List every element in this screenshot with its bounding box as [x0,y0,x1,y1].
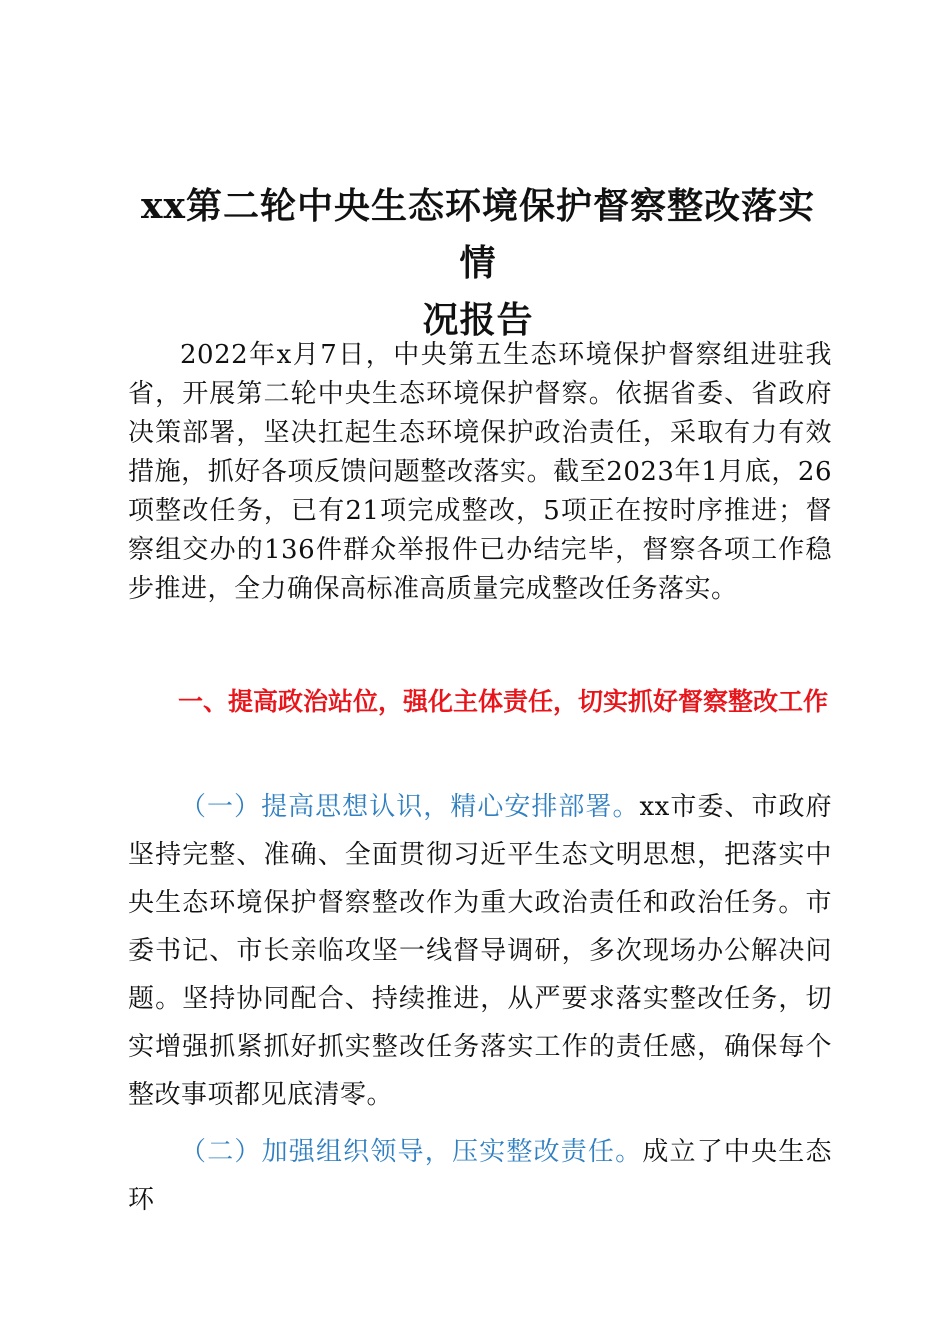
subsection-1-paragraph [128,783,832,1119]
subsection-2-heading: （二）加强组织领导，压实整改责任。 [180,1137,643,1167]
title-line-2: 况报告 [422,299,534,341]
subsection-1-heading: （一）提高思想认识，精心安排部署。 [180,792,640,822]
subsection-2-body: 成立了中央生态环 [128,1137,832,1215]
subsection-1-body: xx市委、市政府坚持完整、准确、全面贯彻习近平生态文明思想，把落实中央生态环境保护督察整改作为重大政治责任和政治任务。市委书记、市长亲临攻坚一线督导调研，多次现场办公解决问题。坚持协同配合、持续推进，从严要求落实整改任务，切实增强抓紧抓好抓实整改任务落实工作的责任感，确保每个整改事项都见底清零。 [128,792,832,1110]
title-line-1: xx第二轮中央生态环境保护督察整改落实情 [141,185,815,284]
intro-paragraph: 2022年x月7日，中央第五生态环境保护督察组进驻我省，开展第二轮中央生态环境保护督察。依据省委、省政府决策部署，坚决扛起生态环境保护政治责任，采取有力有效措施，抓好各项反馈问题整改落实。截至2023年1月底，26项整改任务，已有21项完成整改，5项正在按时序推进；督察组交办的136件群众举报件已办结完毕，督察各项工作稳步推进，全力确保高标准高质量完成整改任务落实。 [128,340,832,604]
subsection-2-paragraph [128,1128,832,1224]
document-title [128,178,828,349]
section-1-heading: 一、提高政治站位，强化主体责任，切实抓好督察整改工作 [178,687,829,716]
